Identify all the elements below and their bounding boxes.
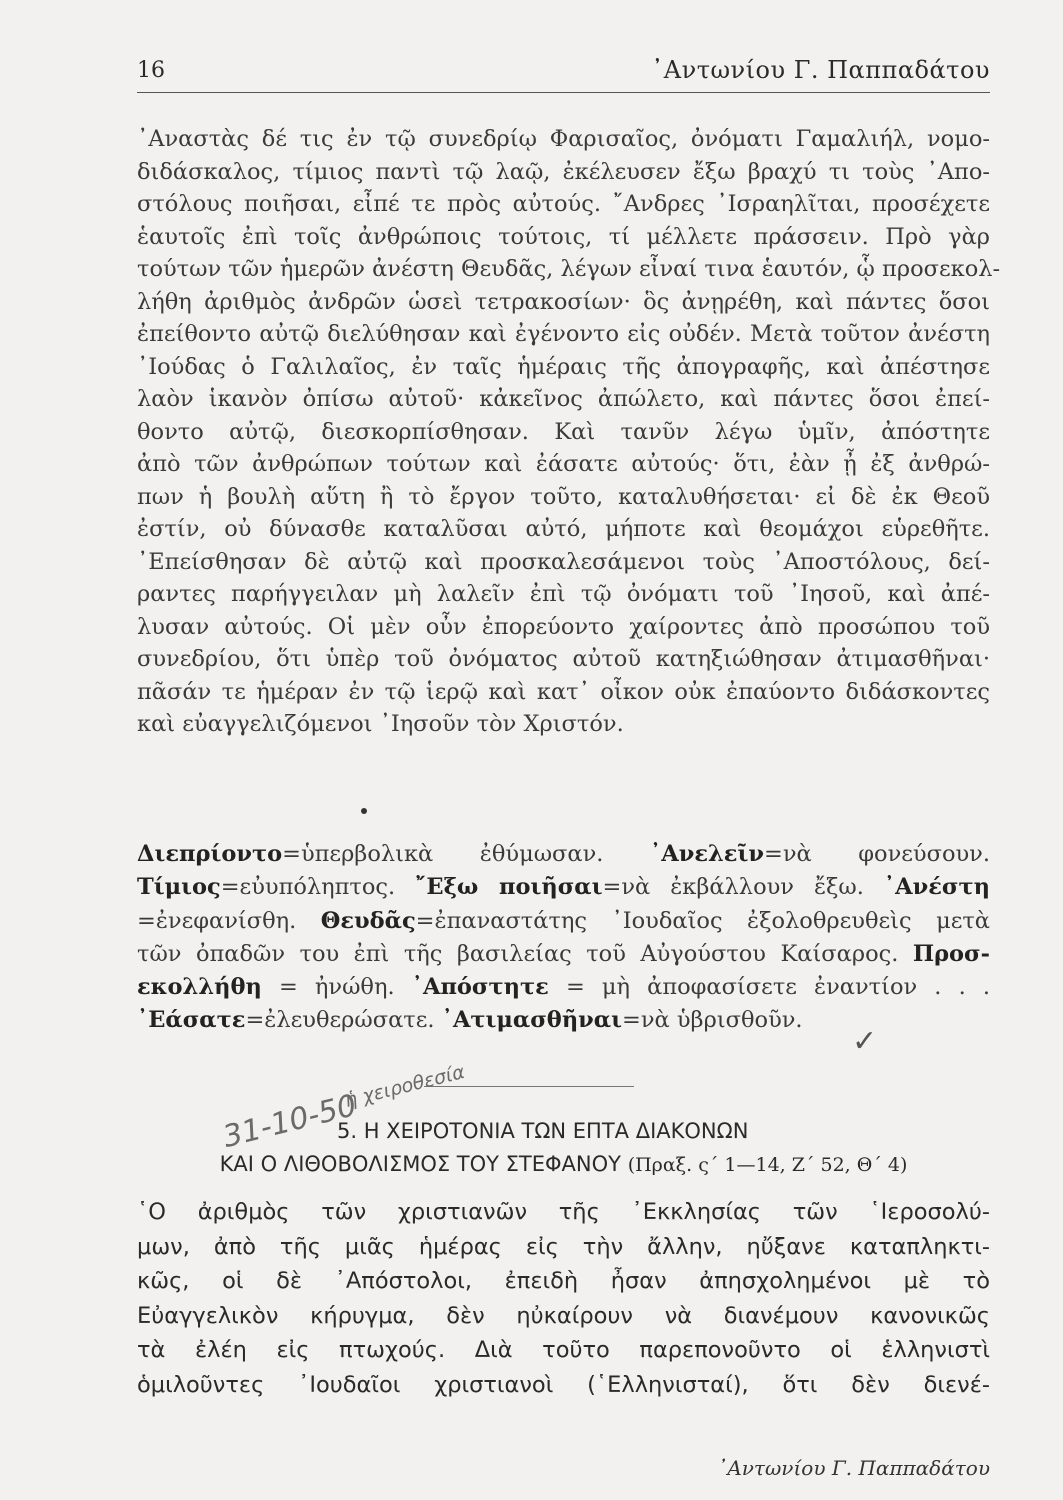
glossary-line [137, 971, 990, 1004]
text-line: τὰ ἐλέη εἰς πτωχούς. Διὰ τοῦτο παρεπονοῦντο οἱ ἑλληνιστὶ [137, 1337, 990, 1363]
glossary-line [137, 838, 990, 871]
text-line: μων, ἀπὸ τῆς μιᾶς ἡμέρας εἰς τὴν ἄλλην, ηὔξανε καταπληκτι- [137, 1233, 990, 1260]
glossary-term: ᾿Ανελεῖν [650, 841, 764, 867]
page-number: 16 [137, 58, 165, 83]
text-line: ἑαυτοῖς ἐπὶ τοῖς ἀνθρώποις τούτοις, τί μέλλετε πράσσειν. Πρὸ γὰρ [137, 223, 990, 250]
section-title-text: ΚΑΙ Ο ΛΙΘΟΒΟΛΙΣΜΟΣ ΤΟΥ ΣΤΕΦΑΝΟΥ [219, 1152, 621, 1176]
glossary-definition: =ἐπαναστάτης ᾿Ιουδαῖος ἐξολοθρευθεὶς μετὰ [415, 907, 991, 934]
glossary-definition: = μὴ ἀποφασίσετε ἐναντίον . . . [548, 974, 990, 1001]
paragraph-gamaliel [137, 123, 1001, 741]
footer-author: ᾿Αντωνίου Γ. Παππαδάτου [717, 1456, 990, 1480]
glossary-term: ῎Εξω ποιῆσαι [415, 874, 603, 901]
glossary-definition: =ἐνεφανίσθη. [137, 907, 321, 934]
section-separator [424, 1086, 634, 1087]
handwritten-date: 31-10-50 [219, 1088, 361, 1155]
glossary-definition: =νὰ ἐκβάλλουν ἔξω. [602, 874, 884, 901]
glossary-term: ᾿Εάσατε [137, 1007, 246, 1034]
text-line: διδάσκαλος, τίμιος παντὶ τῷ λαῷ, ἐκέλευσεν ἔξω βραχύ τι τοὺς ᾿Απο- [137, 158, 990, 185]
glossary-definition: τῶν ὀπαδῶν του ἐπὶ τῆς βασιλείας τοῦ Αὐγούστου Καίσαρος. [137, 940, 913, 967]
text-line: ᾿Αναστὰς δέ τις ἐν τῷ συνεδρίῳ Φαρισαῖος, ὀνόματι Γαμαλιήλ, νομο- [137, 126, 990, 152]
scripture-reference: (Πραξ. ς΄ 1—14, Ζ΄ 52, Θ΄ 4) [627, 1154, 908, 1176]
text-line: ᾿Επείσθησαν δὲ αὐτῷ καὶ προσκαλεσάμενοι τοὺς ᾿Αποστόλους, δεί- [137, 548, 990, 575]
text-line: ἐπείθοντο αὐτῷ διελύθησαν καὶ ἐγένοντο εἰς οὐδέν. Μετὰ τοῦτον ἀνέστη [137, 321, 990, 347]
glossary-definition: =νὰ ὑβρισθοῦν. [622, 1007, 803, 1034]
glossary-term: Προσ- [912, 940, 990, 967]
glossary-term: Θευδᾶς [320, 907, 416, 934]
text-line: κῶς, οἱ δὲ ᾿Απόστολοι, ἐπειδὴ ἦσαν ἀπησχολημένοι μὲ τὸ [137, 1268, 990, 1294]
text-line: συνεδρίου, ὅτι ὑπὲρ τοῦ ὀνόματος αὐτοῦ κατηξιώθησαν ἀτιμασθῆναι· [137, 646, 990, 672]
text-line: τούτων τῶν ἡμερῶν ἀνέστη Θευδᾶς, λέγων εἶναί τινα ἑαυτόν, ᾧ προσεκολ- [137, 256, 1001, 282]
glossary-definition: =νὰ φονεύσουν. [763, 841, 990, 867]
check-mark: ✓ [852, 1024, 878, 1059]
text-line: ῾Ο ἀριθμὸς τῶν χριστιανῶν τῆς ᾿Εκκλησίας τῶν ῾Ιεροσολύ- [137, 1199, 990, 1225]
glossary-term: ᾿Ανέστη [883, 874, 990, 901]
text-line: στόλους ποιῆσαι, εἶπέ τε πρὸς αὐτούς. ῎Ανδρες ᾿Ισραηλῖται, προσέχετε [137, 191, 990, 217]
page-header [137, 52, 990, 92]
text-line: λήθη ἀριθμὸς ἀνδρῶν ὡσεὶ τετρακοσίων· ὃς ἀνῃρέθη, καὶ πάντες ὅσοι [137, 288, 990, 315]
running-head: ᾿Αντωνίου Γ. Παππαδάτου [651, 56, 990, 84]
text-line: ὁμιλοῦντες ᾿Ιουδαῖοι χριστιανοὶ (῾Ελληνισταί), ὅτι δὲν διενέ- [137, 1371, 990, 1398]
separator-dot [361, 808, 367, 814]
glossary-definition: = ἠνώθη. [261, 974, 412, 1001]
glossary-term: ᾿Ατιμασθῆναι [441, 1007, 622, 1034]
text-line: θοντο αὐτῷ, διεσκορπίσθησαν. Καὶ τανῦν λέγω ὑμῖν, ἀπόστητε [137, 418, 990, 445]
text-line: λυσαν αὐτούς. Οἱ μὲν οὖν ἐπορεύοντο χαίροντες ἀπὸ προσώπου τοῦ [137, 613, 990, 640]
text-line: ᾿Ιούδας ὁ Γαλιλαῖος, ἐν ταῖς ἡμέραις τῆς ἀπογραφῆς, καὶ ἀπέστησε [137, 353, 990, 380]
glossary-line [137, 938, 990, 971]
text-line: Εὐαγγελικὸν κήρυγμα, δὲν ηὐκαίρουν νὰ διανέμουν κανονικῶς [137, 1302, 990, 1329]
text-line: καὶ εὐαγγελιζόμενοι ᾿Ιησοῦν τὸν Χριστόν. [137, 711, 624, 737]
text-line: πων ἡ βουλὴ αὕτη ἢ τὸ ἔργον τοῦτο, καταλυθήσεται· εἰ δὲ ἐκ Θεοῦ [137, 483, 990, 510]
glossary-term: ᾿Απόστητε [411, 974, 549, 1001]
glossary-line [137, 905, 990, 938]
glossary-term: Τίμιος [137, 874, 221, 901]
text-line: ἐστίν, οὐ δύνασθε καταλῦσαι αὐτό, μήποτε καὶ θεομάχοι εὑρεθῆτε. [137, 516, 990, 542]
glossary-term: Διεπρίοντο [137, 841, 283, 867]
paragraph-deacons [137, 1195, 990, 1402]
text-line: λαὸν ἱκανὸν ὀπίσω αὐτοῦ· κἀκεῖνος ἀπώλετο, καὶ πάντες ὅσοι ἐπεί- [137, 386, 990, 412]
section-title-line2 [137, 1152, 990, 1176]
glossary-block [137, 838, 990, 1038]
section-title-line1: 5. Η ΧΕΙΡΟΤΟΝΙΑ ΤΩΝ ΕΠΤΑ ΔΙΑΚΟΝΩΝ [337, 1119, 749, 1143]
header-rule [137, 92, 990, 93]
glossary-term: εκολλήθη [137, 974, 262, 1001]
glossary-definition: =εὐυπόληπτος. [220, 874, 416, 901]
glossary-definition: =ὑπερβολικὰ ἐθύμωσαν. [282, 841, 651, 867]
text-line: ἀπὸ τῶν ἀνθρώπων τούτων καὶ ἐάσατε αὐτούς· ὅτι, ἐὰν ᾖ ἐξ ἀνθρώ- [137, 451, 990, 477]
text-line: ραντες παρήγγειλαν μὴ λαλεῖν ἐπὶ τῷ ὀνόματι τοῦ ᾿Ιησοῦ, καὶ ἀπέ- [137, 581, 990, 607]
handwritten-note: ἡ χειροθεσία [342, 1060, 467, 1112]
text-line: πᾶσάν τε ἡμέραν ἐν τῷ ἱερῷ καὶ κατ᾿ οἶκον οὐκ ἐπαύοντο διδάσκοντες [137, 678, 990, 705]
glossary-definition: =ἐλευθερώσατε. [245, 1007, 442, 1034]
glossary-line [137, 871, 990, 904]
